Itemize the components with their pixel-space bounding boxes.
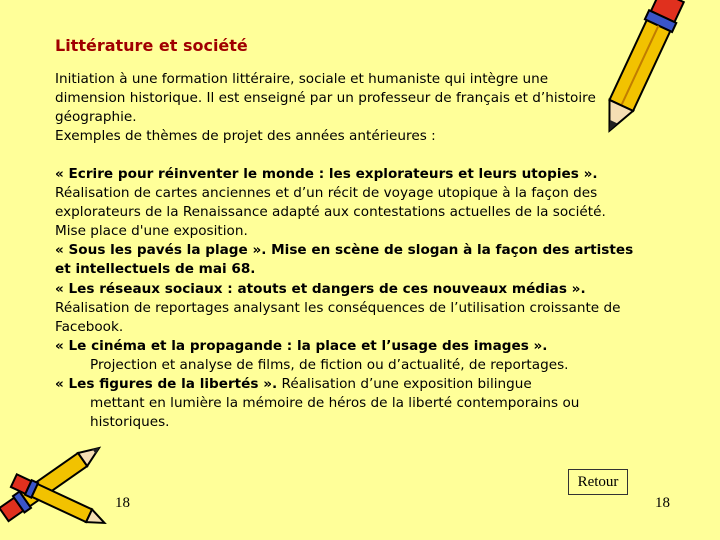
- project-desc: Réalisation d’une exposition bilingue: [281, 376, 532, 393]
- project-desc: mettant en lumière la mémoire de héros de la liberté contemporains ou: [90, 395, 580, 412]
- project-title: « Les figures de la libertés ».: [55, 376, 278, 393]
- project-desc: Réalisation de cartes anciennes et d’un récit de voyage utopique à la façon des: [55, 185, 598, 202]
- project-list: [55, 165, 667, 432]
- project-desc: explorateurs de la Renaissance adapté aux contestations actuelles de la société.: [55, 204, 606, 221]
- project-title: et intellectuels de mai 68.: [55, 261, 256, 278]
- project-desc: Mise place d'une exposition.: [55, 223, 248, 240]
- project-title: « Les réseaux sociaux : atouts et dangers de ces nouveaux médias ».: [55, 280, 586, 297]
- project-desc: Projection et analyse de films, de fiction ou d’actualité, de reportages.: [90, 356, 569, 373]
- intro-text: [55, 70, 667, 146]
- page-number: 18: [115, 495, 130, 511]
- project-title: « Le cinéma et la propagande : la place et l’usage des images ».: [55, 337, 548, 354]
- page-title: Littérature et société: [55, 36, 248, 55]
- intro-line: Exemples de thèmes de projet des années antérieures :: [55, 128, 436, 145]
- retour-button[interactable]: Retour: [568, 469, 628, 495]
- project-title: « Ecrire pour réinventer le monde : les explorateurs et leurs utopies ».: [55, 166, 598, 182]
- project-desc: Facebook.: [55, 318, 124, 335]
- intro-line: géographie.: [55, 109, 137, 126]
- project-title: « Sous les pavés la plage ». Mise en scène de slogan à la façon des artistes: [55, 242, 634, 259]
- project-desc: historiques.: [90, 414, 170, 431]
- intro-line: Initiation à une formation littéraire, sociale et humaniste qui intègre une: [55, 71, 549, 87]
- page-number: 18: [655, 495, 670, 511]
- project-desc: Réalisation de reportages analysant les conséquences de l’utilisation croissante de: [55, 299, 621, 316]
- intro-line: dimension historique. Il est enseigné par un professeur de français et d’histoire: [55, 90, 596, 107]
- pencils-icon: [0, 440, 120, 540]
